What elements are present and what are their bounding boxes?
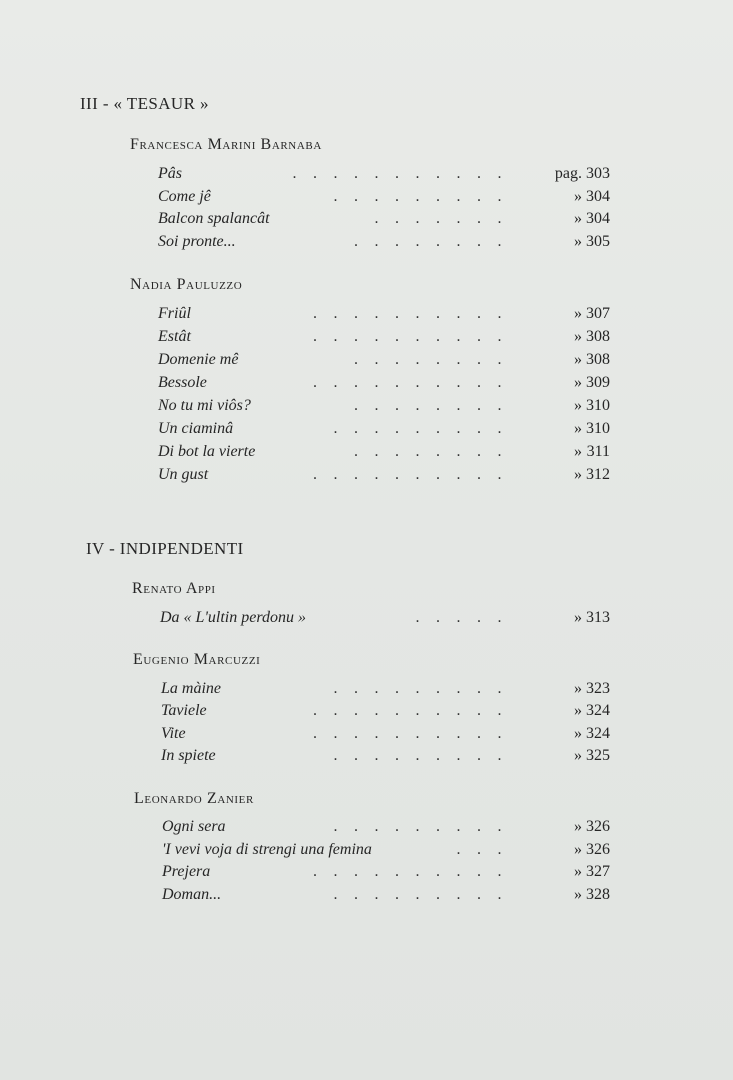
poem-title: No tu mi viôs? <box>158 397 251 414</box>
page-number: 311 <box>586 443 610 460</box>
toc-entry <box>158 328 610 350</box>
toc-entry <box>162 863 610 885</box>
dot-leader: ......... <box>333 680 518 697</box>
poem-title: Doman... <box>162 886 222 903</box>
page-prefix: » <box>574 188 582 205</box>
page-number: 313 <box>586 609 610 626</box>
page-prefix: pag. <box>554 165 582 182</box>
toc-entry <box>158 466 610 488</box>
dot-leader: .......... <box>313 305 518 322</box>
page-number: 326 <box>586 841 610 858</box>
page-number: 308 <box>586 328 610 345</box>
page-number: 305 <box>586 233 610 250</box>
page-prefix: » <box>574 233 582 250</box>
author-name: Eugenio Marcuzzi <box>133 651 261 668</box>
poem-title: Balcon spalancât <box>158 210 270 227</box>
dot-leader: ......... <box>333 818 518 835</box>
toc-entry <box>158 351 610 373</box>
dot-leader: .......... <box>313 725 518 742</box>
toc-entry <box>158 397 610 419</box>
poem-title: Friûl <box>158 305 191 322</box>
toc-entry <box>158 305 610 327</box>
page-number: 309 <box>586 374 610 391</box>
page-prefix: » <box>574 328 582 345</box>
dot-leader: ......... <box>333 747 518 764</box>
toc-entry <box>158 374 610 396</box>
poem-title: Estât <box>158 328 191 345</box>
dot-leader: ........ <box>354 397 518 414</box>
page-number: 325 <box>586 747 610 764</box>
dot-leader: ......... <box>333 886 518 903</box>
poem-title: In spiete <box>161 747 216 764</box>
page-prefix: » <box>574 747 582 764</box>
dot-leader: ... <box>456 841 518 858</box>
dot-leader: ..... <box>415 609 518 626</box>
toc-entry <box>161 680 610 702</box>
poem-title: Un gust <box>158 466 209 483</box>
page-number: 324 <box>586 725 610 742</box>
poem-title: 'I vevi voja di strengi una femina <box>162 841 372 858</box>
poem-title: Di bot la vierte <box>158 443 256 460</box>
toc-entry <box>158 165 610 187</box>
poem-title: Vite <box>161 725 186 742</box>
author-name: Nadia Pauluzzo <box>130 276 243 293</box>
page-prefix: » <box>574 374 582 391</box>
author-name: Francesca Marini Barnaba <box>130 136 322 153</box>
toc-entry <box>162 886 610 908</box>
dot-leader: ........... <box>292 165 518 182</box>
page-number: 308 <box>586 351 610 368</box>
poem-title: La màine <box>161 680 221 697</box>
page-number: 304 <box>586 210 610 227</box>
page-prefix: » <box>574 702 582 719</box>
toc-entry <box>158 210 610 232</box>
page-number: 323 <box>586 680 610 697</box>
toc-entry <box>161 725 610 747</box>
page-prefix: » <box>574 841 582 858</box>
page-prefix: » <box>574 725 582 742</box>
page-prefix: » <box>574 443 582 460</box>
dot-leader: ....... <box>374 210 518 227</box>
poem-title: Prejera <box>162 863 211 880</box>
page-prefix: » <box>574 420 582 437</box>
page-prefix: » <box>574 210 582 227</box>
page-prefix: » <box>574 863 582 880</box>
poem-title: Pâs <box>158 165 182 182</box>
poem-title: Ogni sera <box>162 818 226 835</box>
toc-entry <box>158 420 610 442</box>
dot-leader: ........ <box>354 233 518 250</box>
author-name: Renato Appi <box>132 580 216 597</box>
toc-entry <box>161 747 610 769</box>
page-number: 310 <box>586 420 610 437</box>
toc-entry <box>161 702 610 724</box>
poem-title: Bessole <box>158 374 207 391</box>
page-number: 328 <box>586 886 610 903</box>
dot-leader: .......... <box>313 702 518 719</box>
poem-title: Domenie mê <box>158 351 239 368</box>
dot-leader: ......... <box>333 420 518 437</box>
page-number: 324 <box>586 702 610 719</box>
toc-entry <box>162 841 610 863</box>
author-name: Leonardo Zanier <box>134 790 254 807</box>
dot-leader: .......... <box>313 374 518 391</box>
page-prefix: » <box>574 680 582 697</box>
toc-entry <box>158 443 610 465</box>
page-prefix: » <box>574 466 582 483</box>
toc-entry <box>158 188 610 210</box>
dot-leader: .......... <box>313 863 518 880</box>
poem-title: Soi pronte... <box>158 233 236 250</box>
page-prefix: » <box>574 397 582 414</box>
section-heading: III - « TESAUR » <box>80 94 209 113</box>
page-number: 310 <box>586 397 610 414</box>
page-prefix: » <box>574 305 582 322</box>
page-number: 327 <box>586 863 610 880</box>
page-prefix: » <box>574 609 582 626</box>
dot-leader: .......... <box>313 328 518 345</box>
toc-entry <box>158 233 610 255</box>
poem-title: Come jê <box>158 188 211 205</box>
page-number: 307 <box>586 305 610 322</box>
page-prefix: » <box>574 886 582 903</box>
toc-entry <box>160 609 610 631</box>
page-number: 312 <box>586 466 610 483</box>
dot-leader: ........ <box>354 443 518 460</box>
page-number: 303 <box>586 165 610 182</box>
poem-title: Taviele <box>161 702 207 719</box>
page-number: 326 <box>586 818 610 835</box>
page-prefix: » <box>574 818 582 835</box>
dot-leader: .......... <box>313 466 518 483</box>
toc-entry <box>162 818 610 840</box>
dot-leader: ........ <box>354 351 518 368</box>
section-heading: IV - INDIPENDENTI <box>86 539 244 558</box>
poem-title: Da « L'ultin perdonu » <box>160 609 306 626</box>
page-prefix: » <box>574 351 582 368</box>
page-number: 304 <box>586 188 610 205</box>
poem-title: Un ciaminâ <box>158 420 234 437</box>
dot-leader: ......... <box>333 188 518 205</box>
